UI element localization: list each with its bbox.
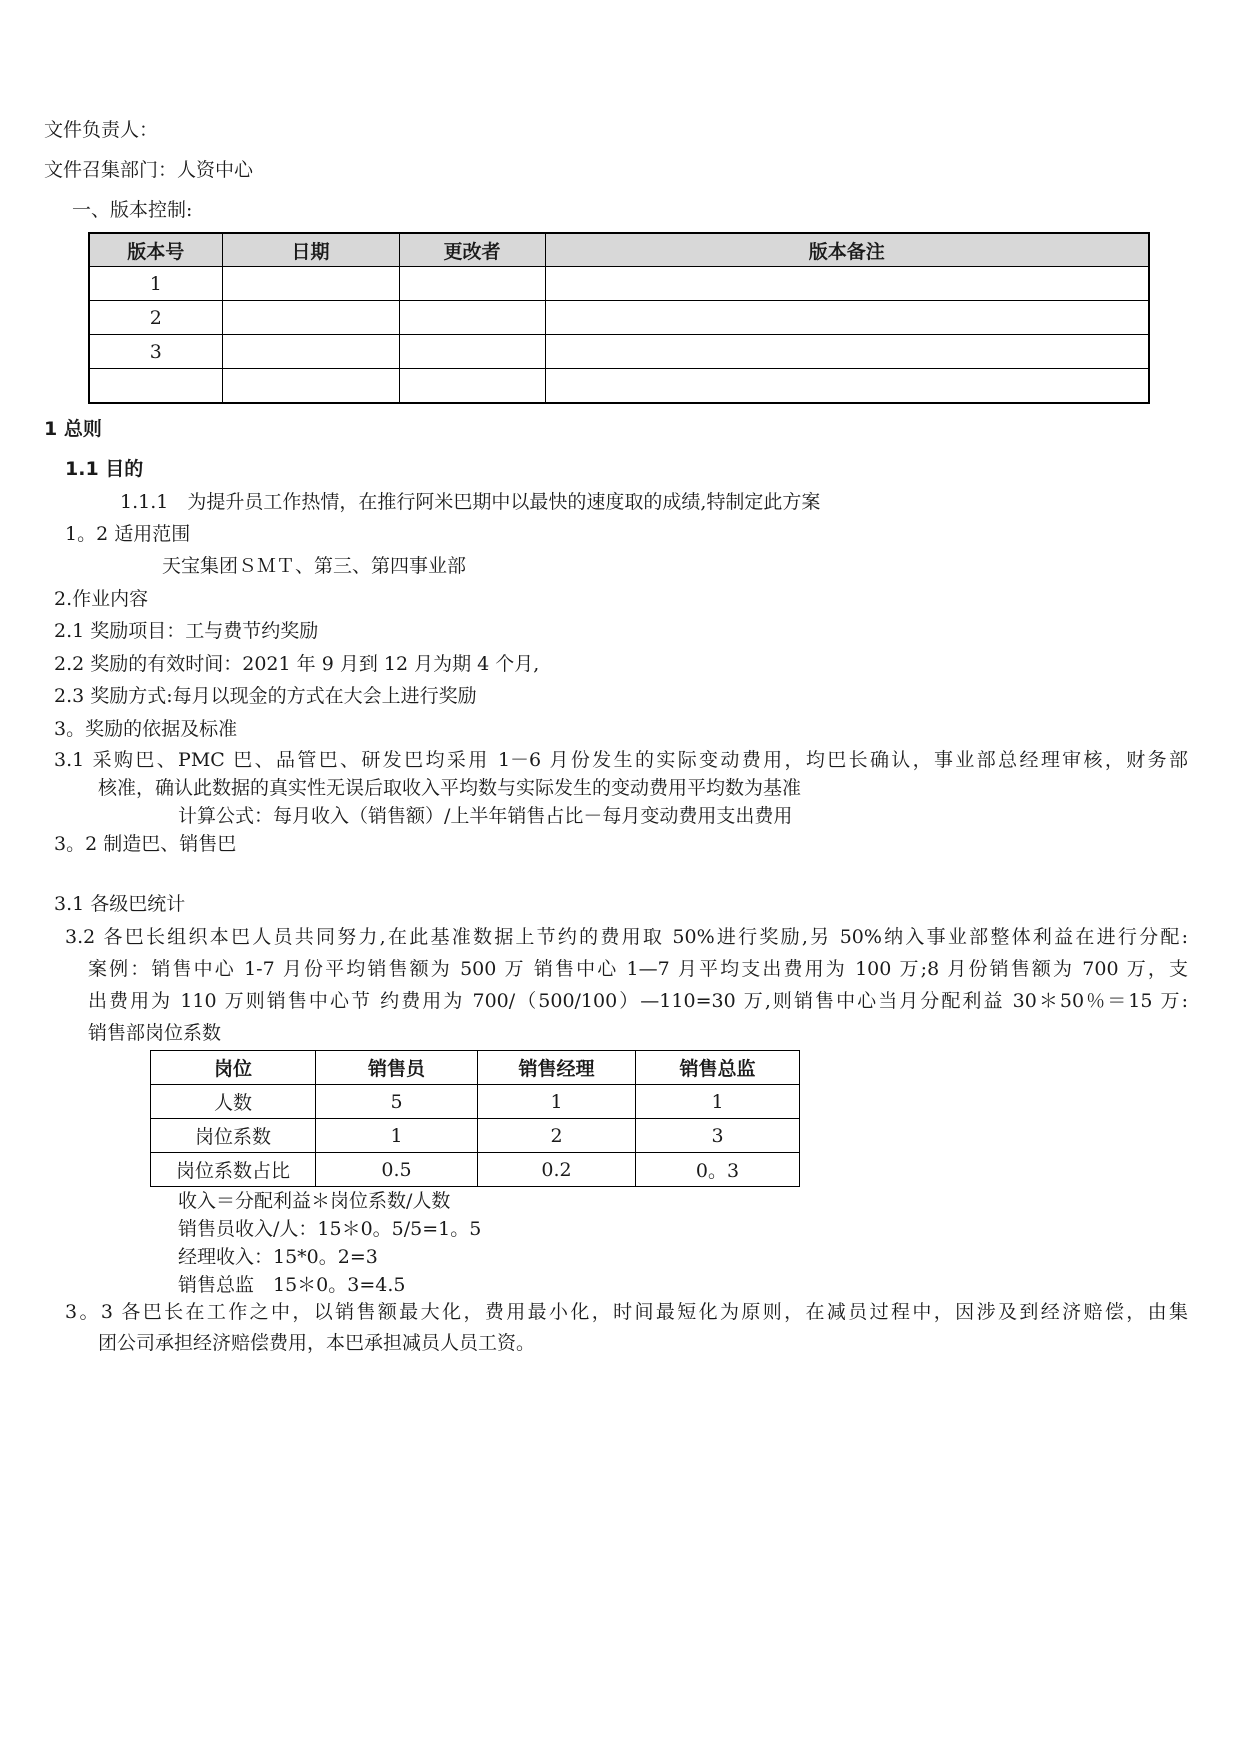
- scope-text: 天宝集团ＳＭＴ、第三、第四事业部: [162, 555, 467, 577]
- cell-remark: [545, 267, 1149, 301]
- cell-sales-director: 1: [636, 1085, 800, 1119]
- header-remark: 版本备注: [545, 233, 1149, 267]
- version-table: [88, 232, 1150, 404]
- para-3-3-line2: 团公司承担经济赔偿费用，本巴承担减员人员工资。: [98, 1332, 536, 1354]
- para-3-1-line2: 核准，确认此数据的真实性无误后取收入平均数与实际发生的变动费用平均数为基准: [98, 777, 802, 799]
- table-row: [151, 1153, 800, 1187]
- cell-version: 1: [89, 267, 222, 301]
- header-version-no: 版本号: [89, 233, 222, 267]
- table-row: [89, 301, 1149, 335]
- row-label: 人数: [151, 1085, 316, 1119]
- para-3-2-line1: 3.2 各巴长组织本巴人员共同努力,在此基准数据上节约的费用取 50%进行奖励,另 50%纳入事业部整体利益在进行分配:: [65, 926, 1188, 948]
- header-sales-manager: 销售经理: [478, 1051, 636, 1085]
- header-editor: 更改者: [399, 233, 545, 267]
- cell-date: [222, 301, 399, 335]
- scope-title: 1。2 适用范围: [65, 523, 191, 545]
- row-label: 岗位系数: [151, 1119, 316, 1153]
- header-date: 日期: [222, 233, 399, 267]
- cell-version: [89, 369, 222, 404]
- cell-sales-manager: 1: [478, 1085, 636, 1119]
- purpose-title: 1.1 目的: [65, 458, 144, 480]
- cell-editor: [399, 369, 545, 404]
- cell-sales-manager: 2: [478, 1119, 636, 1153]
- file-owner-label: 文件负责人：: [44, 119, 159, 141]
- para-3-1-line1: 3.1 采购巴、PMC 巴、品管巴、研发巴均采用 1－6 月份发生的实际变动费用，均巴长确认，事业部总经理审核，财务部: [54, 749, 1188, 771]
- cell-editor: [399, 267, 545, 301]
- section-1-title: 1 总则: [44, 418, 102, 440]
- reward-period: 2.2 奖励的有效时间：2021 年 9 月到 12 月为期 4 个月,: [54, 653, 540, 675]
- cell-sales-director: 3: [636, 1119, 800, 1153]
- table-row: [151, 1085, 800, 1119]
- table-row: [151, 1119, 800, 1153]
- calc-salesperson: 销售员收入/人：15＊0。5/5=1。5: [178, 1218, 482, 1240]
- purpose-text: 1.1.1 为提升员工作热情，在推行阿米巴期中以最快的速度取的成绩,特制定此方案: [120, 491, 821, 513]
- version-table-header: [89, 233, 1149, 267]
- cell-salesperson: 5: [316, 1085, 478, 1119]
- station-coefficient-table: [150, 1050, 800, 1187]
- section-3-title: 3。奖励的依据及标准: [54, 718, 238, 740]
- header-station: 岗位: [151, 1051, 316, 1085]
- para-3-2-title: 3。2 制造巴、销售巴: [54, 833, 237, 855]
- cell-sales-manager: 0.2: [478, 1153, 636, 1187]
- cell-remark: [545, 335, 1149, 369]
- section-2-title: 2.作业内容: [54, 588, 149, 610]
- calc-manager: 经理收入：15*0。2=3: [178, 1246, 378, 1268]
- row-label: 岗位系数占比: [151, 1153, 316, 1187]
- cell-version: 2: [89, 301, 222, 335]
- cell-date: [222, 369, 399, 404]
- para-3-2-line2: 案例：销售中心 1-7 月份平均销售额为 500 万 销售中心 1—7 月平均支出费用为 100 万;8 月份销售额为 700 万，支: [88, 958, 1188, 980]
- cell-date: [222, 267, 399, 301]
- cell-version: 3: [89, 335, 222, 369]
- cell-salesperson: 1: [316, 1119, 478, 1153]
- cell-sales-director: 0。3: [636, 1153, 800, 1187]
- reward-method: 2.3 奖励方式:每月以现金的方式在大会上进行奖励: [54, 685, 477, 707]
- cell-salesperson: 0.5: [316, 1153, 478, 1187]
- station-table-header: [151, 1051, 800, 1085]
- table-row: [89, 369, 1149, 404]
- table-row: [89, 335, 1149, 369]
- cell-editor: [399, 301, 545, 335]
- para-3-2-line3: 出费用为 110 万则销售中心节 约费用为 700/（500/100）—110=30 万,则销售中心当月分配利益 30＊50％＝15 万:: [88, 990, 1188, 1012]
- formula: 计算公式：每月收入（销售额）/上半年销售占比－每月变动费用支出费用: [178, 805, 793, 827]
- calc-director: 销售总监 15＊0。3=4.5: [178, 1274, 406, 1296]
- cell-editor: [399, 335, 545, 369]
- cell-remark: [545, 301, 1149, 335]
- table-row: [89, 267, 1149, 301]
- cell-remark: [545, 369, 1149, 404]
- version-control-heading: 一、版本控制:: [72, 199, 193, 221]
- cell-date: [222, 335, 399, 369]
- header-salesperson: 销售员: [316, 1051, 478, 1085]
- para-3-2-line4: 销售部岗位系数: [88, 1022, 222, 1044]
- para-3-1b-title: 3.1 各级巴统计: [54, 893, 186, 915]
- reward-item: 2.1 奖励项目：工与费节约奖励: [54, 620, 319, 642]
- file-dept-label: 文件召集部门：人资中心: [44, 159, 254, 181]
- calc-formula: 收入＝分配利益＊岗位系数/人数: [178, 1190, 451, 1212]
- para-3-3-line1: 3。3 各巴长在工作之中，以销售额最大化，费用最小化，时间最短化为原则，在减员过程中，因涉及到经济赔偿，由集: [65, 1301, 1188, 1323]
- header-sales-director: 销售总监: [636, 1051, 800, 1085]
